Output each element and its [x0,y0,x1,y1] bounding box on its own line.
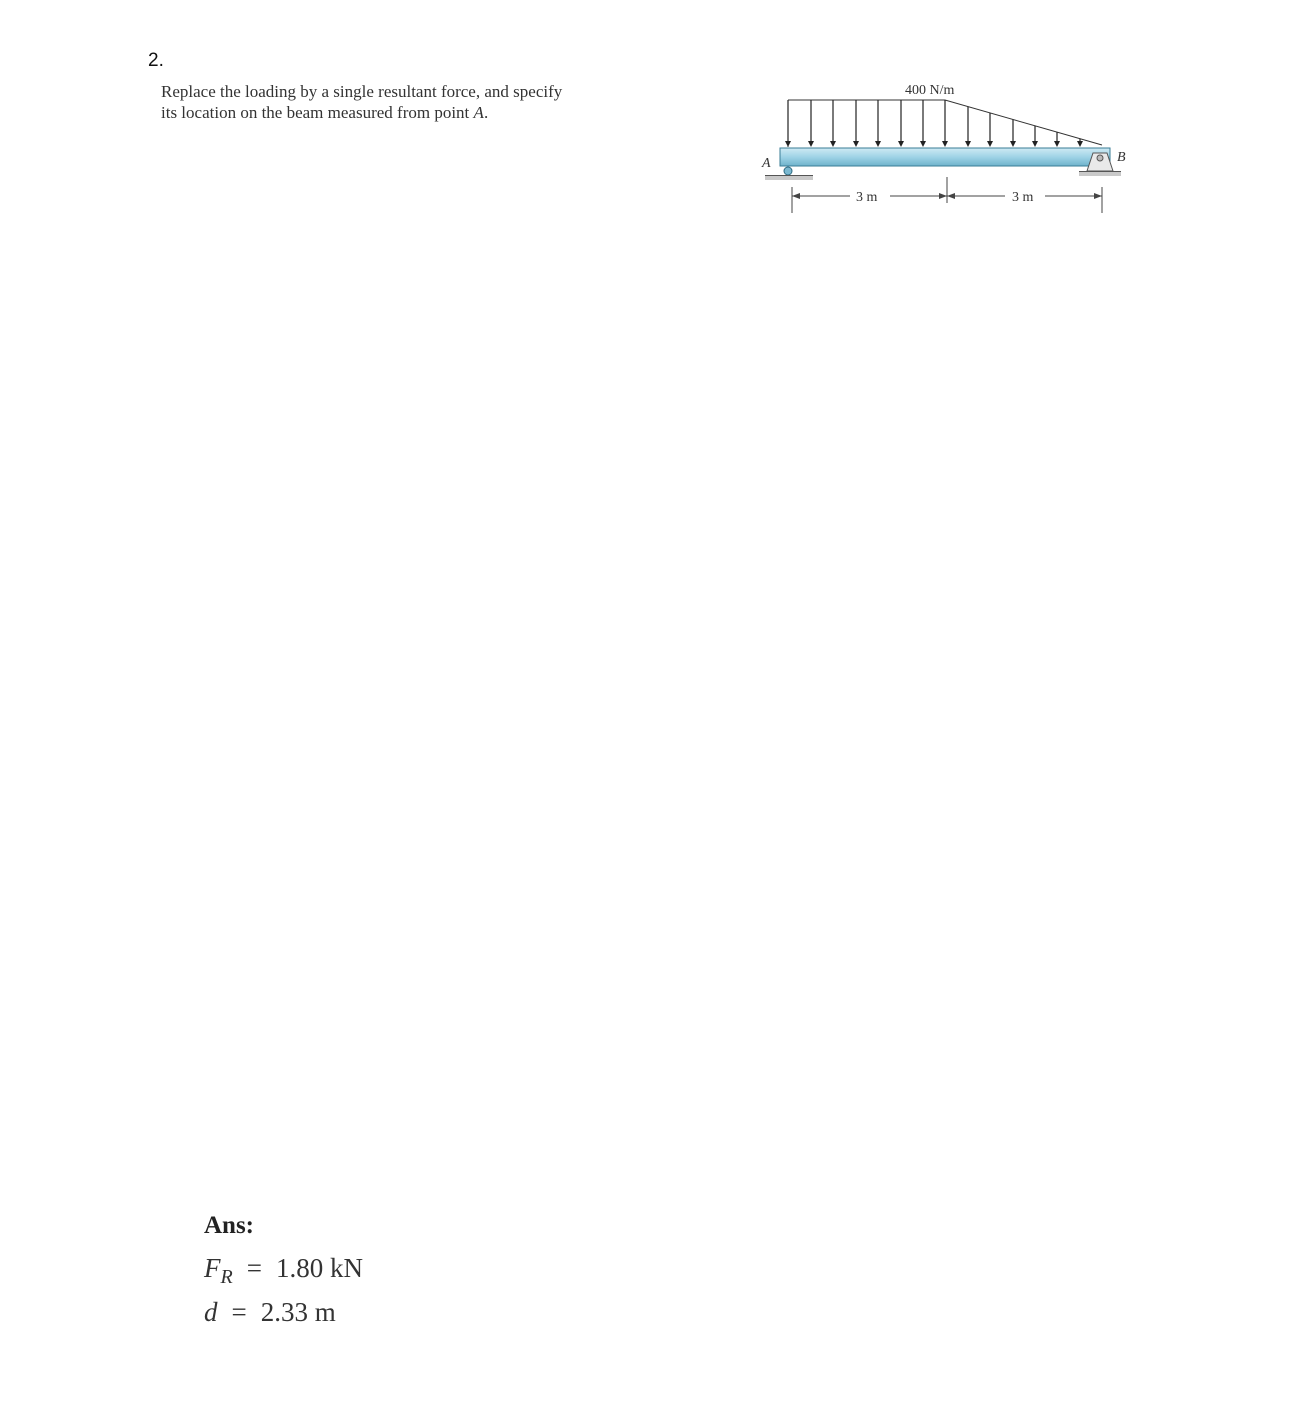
answer-resultant-force [204,1246,363,1290]
answer-title: Ans: [204,1212,255,1239]
point-a-label: A [762,156,771,171]
answer-distance [204,1290,363,1334]
statement-point-a: A [473,103,484,122]
problem-statement [161,81,631,123]
beam [780,148,1110,166]
beam-figure [755,75,1145,220]
statement-line-2-prefix: its location on the beam measured from point [161,103,474,122]
load-intensity-label: 400 N/m [905,83,955,98]
load-arrow-head [898,141,904,147]
statement-line-2 [161,102,631,123]
distributed-load [785,100,1102,147]
load-arrows [785,100,1083,147]
load-arrow-head [808,141,814,147]
roller-support-a [765,167,813,180]
load-arrow-head [1032,141,1038,147]
load-arrow-head [987,141,993,147]
fr-equals: = [246,1253,262,1283]
problem-number: 2. [148,50,164,71]
d-equals: = [231,1297,247,1327]
answer-block [204,1212,363,1334]
load-arrow-head [942,141,948,147]
fr-symbol: F [204,1253,221,1283]
d-value: 2.33 m [260,1297,336,1327]
fr-subscript: R [220,1266,233,1288]
load-arrow-head [785,141,791,147]
dimension-right-label: 3 m [1012,190,1034,205]
load-arrow-head [965,141,971,147]
load-arrow-head [1054,141,1060,147]
dimension-left-label: 3 m [856,190,878,205]
point-b-label: B [1117,150,1126,165]
fr-value: 1.80 kN [275,1253,363,1283]
load-arrow-head [920,141,926,147]
dimension-lines [792,177,1102,213]
load-arrow-head [1010,141,1016,147]
d-symbol: d [204,1297,218,1327]
load-arrow-head [1077,141,1083,147]
load-arrow-head [875,141,881,147]
load-arrow-head [830,141,836,147]
statement-line-2-suffix: . [483,103,489,122]
statement-line-1: Replace the loading by a single resultant force, and specify [161,82,563,101]
load-arrow-head [853,141,859,147]
